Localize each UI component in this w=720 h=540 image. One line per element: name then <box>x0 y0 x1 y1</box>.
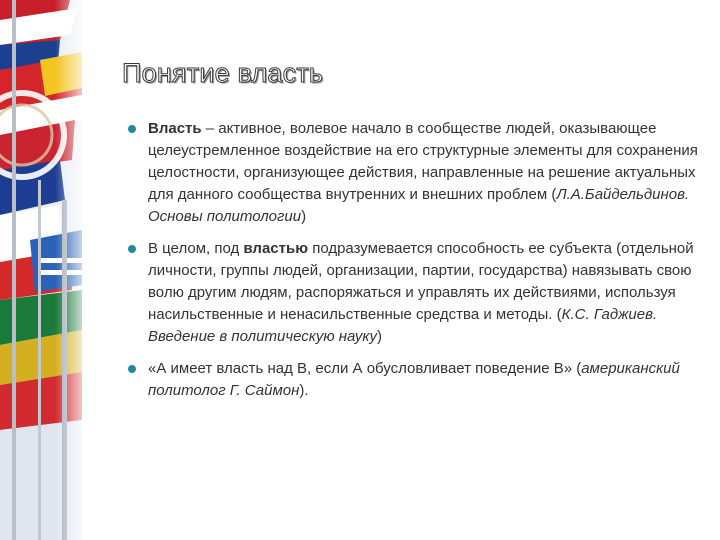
definition-text: – активное, волевое начало в сообществе людей, оказывающее целеустремленное воздействие на его структурные элементы для сохранения целостности, организующее действия, направленные на решение актуальных для данного сообщества внутренних и внешних проблем ( <box>148 120 698 203</box>
bullet-item-3 <box>126 358 700 402</box>
lead-text: В целом, под <box>148 240 244 257</box>
bullet-dot-icon <box>128 245 136 253</box>
flags-fade <box>55 0 115 540</box>
close-paren: ) <box>376 328 382 345</box>
definition-text: подразумевается способность ее субъекта (отдельной личности, группы людей, организации, партии, государства) навязывать свою волю другим людям, распоряжаться и управлять их действиями, используя насильственные и ненасильственные средства и методы. ( <box>148 240 694 323</box>
term-vlastyu: властью <box>243 240 309 257</box>
close-paren: ). <box>299 382 309 399</box>
slide-title: Понятие власть <box>122 58 324 88</box>
bullet-dot-icon <box>128 125 136 133</box>
source-citation: американский политолог Г. Саймон <box>148 360 680 399</box>
slide-content <box>126 118 700 412</box>
bullet-list <box>126 118 700 402</box>
source-citation: Л.А.Байдельдинов. Основы политологии <box>148 186 690 225</box>
bullet-item-1 <box>126 118 700 228</box>
bullet-dot-icon <box>128 365 136 373</box>
close-paren: ) <box>301 208 307 225</box>
term-vlast: Власть <box>148 120 202 137</box>
quote-text: «А имеет власть над В, если А обусловливает поведение В» ( <box>148 360 582 377</box>
bullet-item-2 <box>126 238 700 348</box>
source-citation: К.С. Гаджиев. Введение в политическую науку <box>148 306 658 345</box>
